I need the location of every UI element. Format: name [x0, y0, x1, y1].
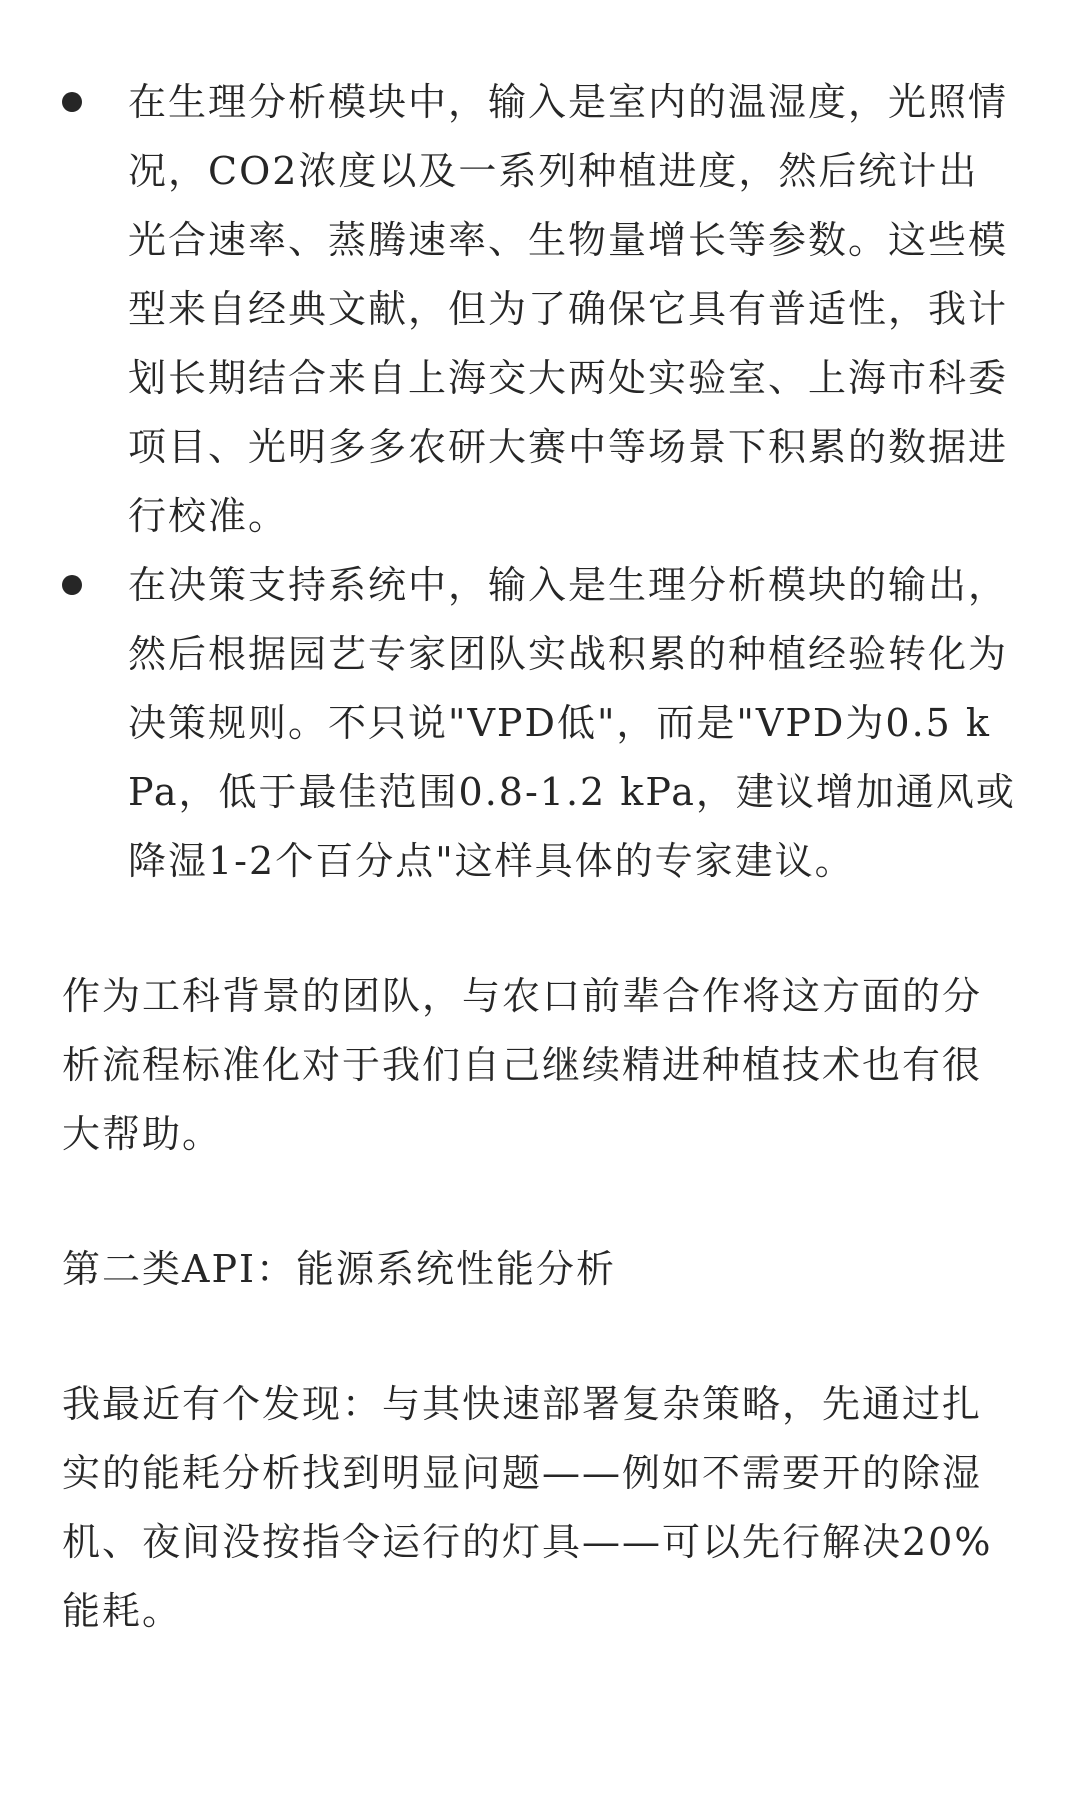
- paragraph-team-note-text: 作为工科背景的团队，与农口前辈合作将这方面的分析流程标准化对于我们自己继续精进种植技术也有很大帮助。: [62, 974, 983, 1156]
- list-item: [62, 68, 1022, 551]
- bullet-text-decision-support: 在决策支持系统中，输入是生理分析模块的输出，然后根据园艺专家团队实战积累的种植经验转化为决策规则。不只说"VPD低"，而是"VPD为0.5 kPa，低于最佳范围0.8-1.2 kPa，建议增加通风或降湿1-2个百分点"这样具体的专家建议。: [128, 563, 1016, 883]
- bullet-dot-icon: [62, 575, 82, 595]
- section-heading-text: 第二类API：能源系统性能分析: [62, 1247, 617, 1291]
- list-item: [62, 551, 1022, 896]
- paragraph-team-note: [62, 962, 1022, 1169]
- paragraph-finding: [62, 1370, 1022, 1646]
- paragraph-finding-text: 我最近有个发现：与其快速部署复杂策略，先通过扎实的能耗分析找到明显问题——例如不需要开的除湿机、夜间没按指令运行的灯具——可以先行解决20%能耗。: [62, 1382, 993, 1633]
- section-heading: [62, 1235, 1022, 1304]
- bullet-list: [62, 68, 1022, 896]
- bullet-dot-icon: [62, 92, 82, 112]
- article-body: [62, 68, 1022, 1646]
- bullet-text-physiology: 在生理分析模块中，输入是室内的温湿度，光照情况，CO2浓度以及一系列种植进度，然后统计出光合速率、蒸腾速率、生物量增长等参数。这些模型来自经典文献，但为了确保它具有普适性，我计划长期结合来自上海交大两处实验室、上海市科委项目、光明多多农研大赛中等场景下积累的数据进行校准。: [128, 80, 1009, 538]
